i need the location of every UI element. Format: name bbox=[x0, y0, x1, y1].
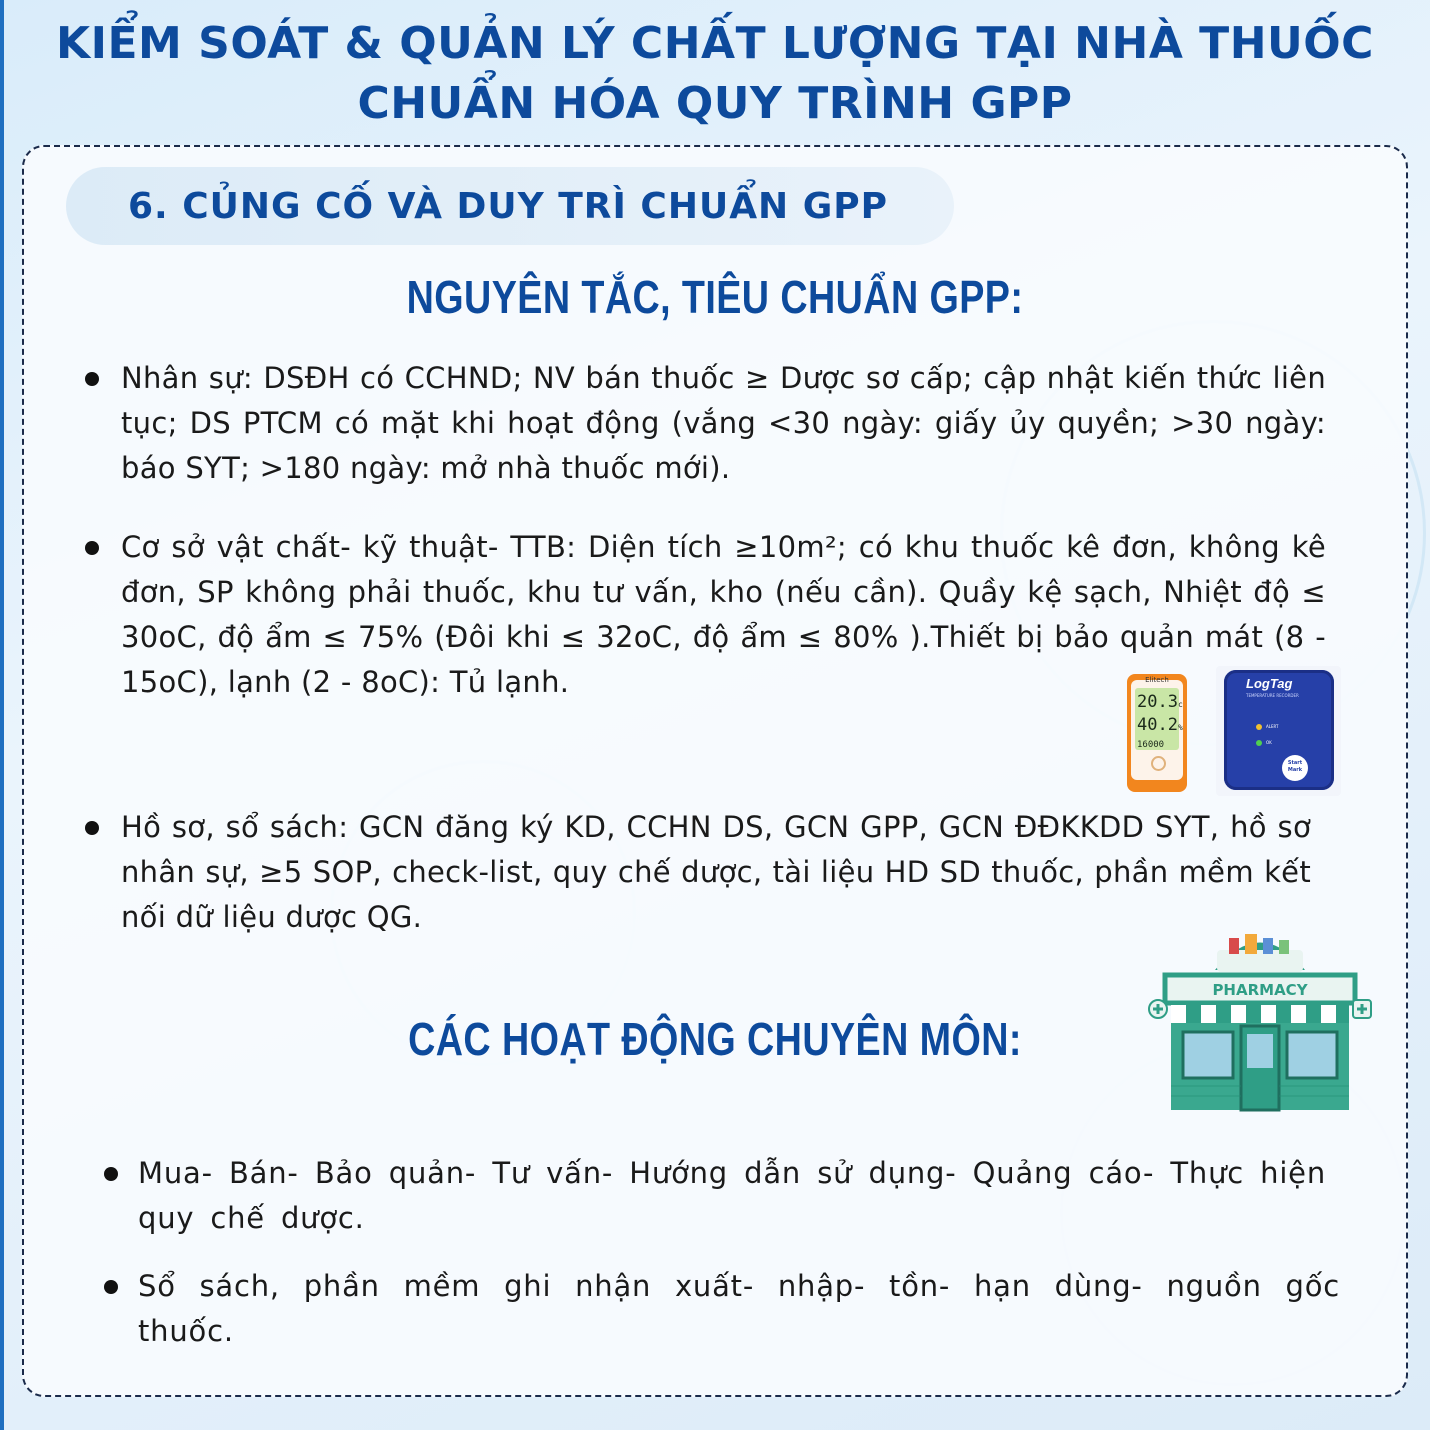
ok-led-icon bbox=[1256, 740, 1262, 746]
page-header bbox=[0, 14, 1430, 134]
list-item-text: Hồ sơ, sổ sách: GCN đăng ký KD, CCHN DS, GCN GPP, GCN ĐĐKKDD SYT, hồ sơ nhân sự, ≥5 SOP, check-list, quy chế dược, tài liệu HD SD thuốc, phần mềm kết nối dữ liệu dược QG. bbox=[121, 810, 1311, 934]
data-logger-image bbox=[1125, 672, 1189, 794]
left-edge-stripe bbox=[0, 0, 4, 1430]
bullet-dot bbox=[85, 372, 99, 386]
logger-humidity: 40.2 bbox=[1137, 715, 1178, 735]
logger-temperature: 20.3 bbox=[1137, 692, 1178, 712]
logger-brand: Elitech bbox=[1145, 676, 1169, 684]
logtag-brand: LogTag bbox=[1246, 676, 1293, 691]
bullet-dot bbox=[104, 1167, 118, 1181]
list-item bbox=[138, 1264, 1340, 1354]
logger-humidity-unit: % bbox=[1177, 723, 1183, 732]
list-item-text: Cơ sở vật chất- kỹ thuật- TTB: Diện tích ≥10m²; có khu thuốc kê đơn, không kê đơn, SP không phải thuốc, khu tư vấn, kho (nếu cần). Quầy kệ sạch, Nhiệt độ ≤ 30oC, độ ẩm ≤ 75% (Đôi khi ≤ 32oC, độ ẩm ≤ 80% ).Thiết bị bảo quản mát (8 - 15oC), lạnh (2 - 8oC): Tủ lạnh. bbox=[121, 530, 1326, 699]
alert-led-icon bbox=[1256, 724, 1262, 730]
logtag-recorder-image bbox=[1216, 666, 1341, 796]
logtag-led1-label: ALERT bbox=[1266, 724, 1279, 729]
bullet-dot bbox=[85, 541, 99, 555]
pharmacy-sign: PHARMACY bbox=[1212, 981, 1308, 999]
list-item bbox=[138, 1151, 1326, 1241]
list-item bbox=[121, 805, 1311, 940]
list-item-text: Nhân sự: DSĐH có CCHND; NV bán thuốc ≥ Dược sơ cấp; cập nhật kiến thức liên tục; DS PTCM có mặt khi hoạt động (vắng <30 ngày: giấy ủy quyền; >30 ngày: báo SYT; >180 ngày: mở nhà thuốc mới). bbox=[121, 361, 1326, 485]
header-title-line2: CHUẨN HÓA QUY TRÌNH GPP bbox=[357, 78, 1073, 129]
bullet-dot bbox=[85, 821, 99, 835]
logtag-subtitle: TEMPERATURE RECORDER bbox=[1246, 693, 1299, 698]
principles-heading: NGUYÊN TẮC, TIÊU CHUẨN GPP: bbox=[406, 271, 1024, 323]
logtag-led2-label: OK bbox=[1266, 740, 1272, 745]
logger-temperature-unit: c bbox=[1177, 700, 1183, 709]
logtag-start-label: Start Mark bbox=[1287, 760, 1303, 773]
list-item-text: Sổ sách, phần mềm ghi nhận xuất- nhập- tồn- hạn dùng- nguồn gốc thuốc. bbox=[138, 1269, 1340, 1348]
list-item-text: Mua- Bán- Bảo quản- Tư vấn- Hướng dẫn sử dụng- Quảng cáo- Thực hiện quy chế dược. bbox=[138, 1156, 1326, 1235]
logger-button-icon bbox=[1151, 756, 1166, 771]
activities-heading: CÁC HOẠT ĐỘNG CHUYÊN MÔN: bbox=[408, 1013, 1022, 1065]
header-title-line1: KIỂM SOÁT & QUẢN LÝ CHẤT LƯỢNG TẠI NHÀ THUỐC bbox=[56, 18, 1374, 69]
list-item bbox=[121, 356, 1326, 491]
bullet-dot bbox=[104, 1280, 118, 1294]
section-title: 6. CỦNG CỐ VÀ DUY TRÌ CHUẨN GPP bbox=[128, 186, 889, 227]
logger-extra: 16000 bbox=[1137, 740, 1165, 750]
